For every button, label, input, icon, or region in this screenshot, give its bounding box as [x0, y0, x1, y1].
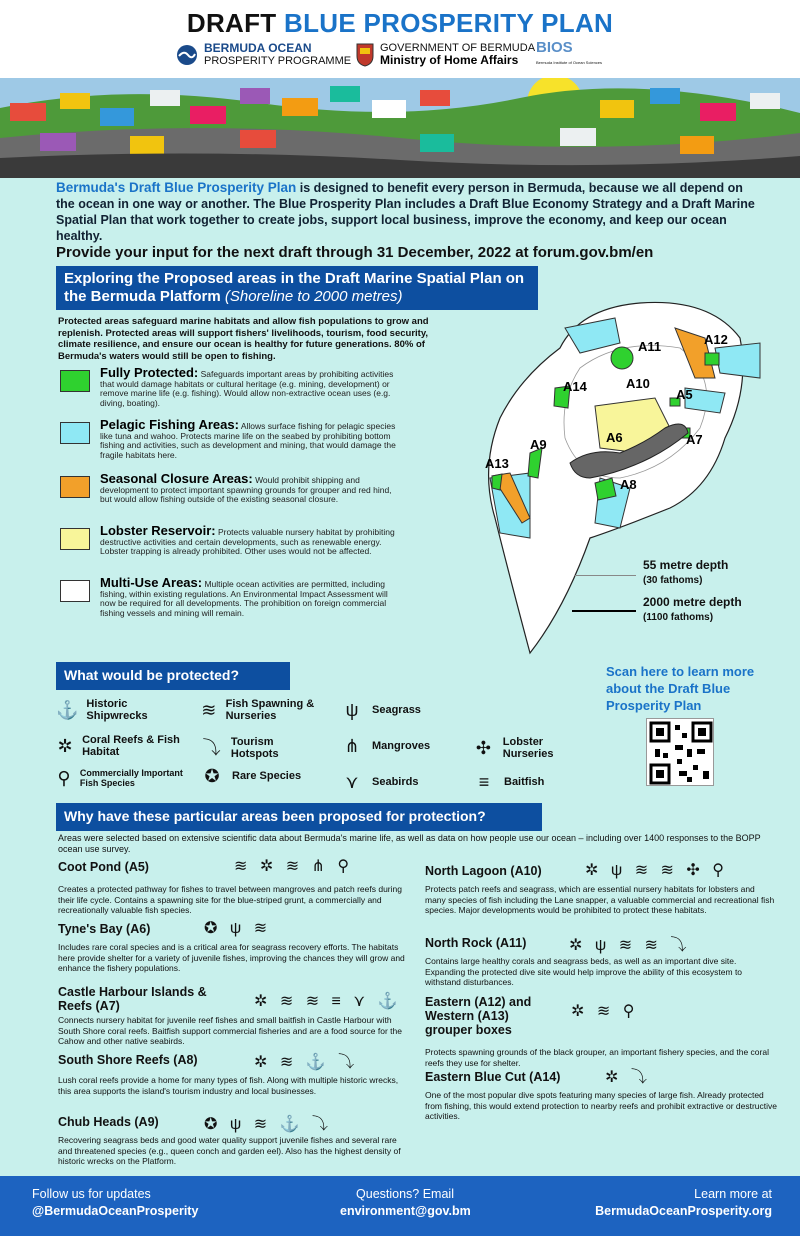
area-icons: ✪ ψ ≋ ⚓ ⤵	[204, 1116, 332, 1133]
map-label: A7	[686, 432, 703, 447]
bird-icon: ⋎	[345, 772, 359, 792]
area-a5: Coot Pond (A5) Creates a protected pathway for fishes to travel between mangroves and patch reefs during their life cycle. Contains a spawning site for the blue-striped grunt, a commercially and recreationally valuable fish species. ≋ ✲ ≋ ⋔ ⚲	[58, 858, 402, 915]
map-label: A9	[530, 437, 547, 452]
qr-caption: Scan here to learn more about the Draft Blue Prosperity Plan	[606, 664, 755, 713]
section-heading-protected: What would be protected?	[56, 662, 290, 690]
map-label: A13	[485, 456, 509, 471]
protected-item: ✲ Coral Reefs & Fish Habitat	[57, 734, 180, 758]
marine-spatial-map	[470, 278, 790, 658]
area-a12-a13: Eastern (A12) and Western (A13) grouper boxes Protects spawning grounds of the black grouper, an important fishery species, and the coral reefs they use for shelter. ✲ ≋ ⚲	[425, 995, 769, 1068]
area-a11: North Rock (A11) Contains large healthy corals and seagrass beds, as well as an important dive site. Expanding the protected dive site would help improve the ability of this ecosystem to withstand disturbances. ✲ ψ ≋ ≋ ⤵	[425, 936, 777, 988]
footer	[0, 1176, 800, 1236]
legend-swatch	[60, 370, 90, 392]
depth-legend-55: 55 metre depth (30 fathoms)	[643, 558, 729, 586]
social-handle-link[interactable]: @BermudaOceanProsperity	[32, 1204, 199, 1218]
why-intro: Areas were selected based on extensive scientific data about Bermuda's marine life, as well as data on how people use our ocean – including over 1400 responses to the BOPP ocean use survey.	[58, 833, 761, 854]
government-logo: GOVERNMENT OF BERMUDA Ministry of Home Affairs	[356, 42, 535, 67]
area-a9: Chub Heads (A9) Recovering seagrass beds and good water quality support juvenile fishes and several rare and threatened species (e.g., queen conch and garden eel). Also has the highest density of historic wrecks on the Platform. ✪ ψ ≋ ⚓ ⤵	[58, 1115, 410, 1167]
area-icons: ✪ ψ ≋	[204, 920, 272, 937]
footer-website: Learn more at BermudaOceanProsperity.org	[595, 1187, 772, 1218]
map-label: A8	[620, 477, 637, 492]
header	[0, 0, 800, 178]
intro-paragraph: Bermuda's Draft Blue Prosperity Plan is designed to benefit every person in Bermuda, because we all depend on the ocean in one way or another. The Blue Prosperity Plan includes a Draft Blue Economy Strategy and a Draft Marine Spatial Plan that work together to create jobs, support local business, improve the economy, and keep our ocean healthy.	[56, 180, 755, 243]
crest-icon	[356, 43, 374, 67]
map-label: A6	[606, 430, 623, 445]
legend-swatch	[60, 528, 90, 550]
area-icons: ✲ ⤵	[605, 1069, 651, 1086]
map-label: A11	[638, 339, 662, 354]
footer-social: Follow us for updates @BermudaOceanProsperity	[32, 1187, 199, 1218]
star-icon: ✪	[204, 766, 220, 786]
legend-pelagic-fishing: Pelagic Fishing Areas: Allows surface fishing for pelagic species like tuna and wahoo. Protects marine life on the seabed by prohibiting bottom fishing and activities, such as development and mining, that would damage the fragile habitats here.	[60, 420, 405, 460]
legend-swatch	[60, 422, 90, 444]
protected-areas-intro: Protected areas safeguard marine habitats and allow fish populations to grow and replenish. Protected areas will support fishers' livelihoods, tourism, food security, climate resilience, and ensure our ocean is healthy for future generations. 80% of Bermuda's waters would still be open to fishing.	[58, 316, 429, 362]
footer-contact: Questions? Email environment@gov.bm	[340, 1187, 471, 1218]
town-illustration	[0, 78, 800, 178]
diver-icon: ⤵	[202, 738, 221, 758]
wave-icon	[176, 44, 198, 66]
map-label: A14	[563, 379, 587, 394]
qr-code[interactable]	[646, 718, 714, 786]
anchor-icon: ⚓	[56, 700, 79, 720]
legend-seasonal-closure: Seasonal Closure Areas: Would prohibit shipping and development to protect important spawning grounds for grouper and red hind, but would allow fishing outside of the existing seasonal closure.	[60, 474, 405, 505]
map-label: A5	[676, 387, 693, 402]
fish-icon: ≋	[201, 700, 217, 720]
email-link[interactable]: environment@gov.bm	[340, 1204, 471, 1218]
page-title: DRAFT BLUE PROSPERITY PLAN	[186, 8, 614, 38]
section-heading-proposed-areas: Exploring the Proposed areas in the Draft Marine Spatial Plan on the Bermuda Platform (Shoreline to 2000 metres)	[56, 266, 538, 310]
lobster-icon: ✣	[475, 738, 491, 758]
legend-swatch	[60, 580, 90, 602]
protected-item: ψ Seagrass	[340, 704, 460, 716]
legend-lobster-reservoir: Lobster Reservoir: Protects valuable nursery habitat by prohibiting destructive activities and certain developments, such as renewable energy. Lobster trapping is already prohibited. Other uses would not be affected.	[60, 526, 405, 557]
area-a7: Castle Harbour Islands & Reefs (A7) Connects nursery habitat for juvenile reef fishes and small baitfish in Castle Harbour with South Shore coral reefs. Baitfish support commercial fisheries and are a food source for the Cahow and other native seabirds. ✲ ≋ ≋ ≡ ⋎ ⚓	[58, 985, 402, 1046]
protected-item: ⤵ Tourism Hotspots	[200, 736, 320, 760]
protected-item: ⋔ Mangroves	[340, 740, 460, 752]
protected-item: ⚓ Historic Shipwrecks	[56, 698, 148, 722]
depth-legend-2000: 2000 metre depth (1100 fathoms)	[643, 595, 742, 623]
map-label: A12	[704, 332, 728, 347]
legend-swatch	[60, 476, 90, 498]
bopp-logo: BERMUDA OCEAN PROSPERITY PROGRAMME	[176, 42, 351, 67]
protected-item: ✪ Rare Species	[200, 770, 320, 782]
protected-item: ⋎ Seabirds	[340, 776, 460, 788]
section-heading-why: Why have these particular areas been proposed for protection?	[56, 803, 542, 831]
baitfish-icon: ≡	[478, 772, 490, 792]
area-a8: South Shore Reefs (A8) Lush coral reefs provide a home for many types of fish. Along with multiple historic wrecks, this area supports the island's tourism industry and local businesses. ✲ ≋ ⚓ ⤵	[58, 1053, 410, 1096]
protected-item: ⚲ Commercially Important Fish Species	[57, 768, 183, 788]
protected-item: ≋ Fish Spawning & Nurseries	[201, 698, 315, 722]
bios-logo: BIOS Bermuda Institute of Ocean Sciences	[536, 39, 603, 65]
area-icons: ✲ ≋ ≋ ≡ ⋎ ⚓	[254, 993, 402, 1010]
protected-item: ✣ Lobster Nurseries	[472, 736, 592, 760]
legend-fully-protected: Fully Protected: Safeguards important areas by prohibiting activities that would damage habitats or cultural heritage (e.g. mining, development) or remove marine life (e.g. fishing). Would allow non-extractive ocean uses (e.g. diving, boating).	[60, 368, 405, 408]
legend-multi-use: Multi-Use Areas: Multiple ocean activities are permitted, including fishing, within existing regulations. An Environmental Impact Assessment will now be required for all developments. The prohibition on foreign commercial fishing vessels and mining will remain.	[60, 578, 405, 618]
protected-item: ≡ Baitfish	[472, 776, 592, 788]
map-label: A10	[626, 376, 650, 391]
area-a6: Tyne's Bay (A6) Includes rare coral species and is a critical area for seagrass recovery efforts. The habitats here provide shelter for a variety of juvenile fishes, improving the chances they will grow and enhance the fishery populations. ✪ ψ ≋	[58, 920, 405, 973]
seagrass-icon: ψ	[345, 700, 359, 720]
area-icons: ✲ ψ ≋ ≋ ✣ ⚲	[585, 862, 728, 879]
depth-line-2000	[572, 610, 636, 612]
area-icons: ✲ ≋ ⚓ ⤵	[254, 1054, 359, 1071]
call-to-action: Provide your input for the next draft through 31 December, 2022 at forum.gov.bm/en	[56, 244, 654, 261]
depth-line-55	[574, 575, 636, 576]
area-a10: North Lagoon (A10) Protects patch reefs and seagrass, which are essential nursery habitats for lobsters and many species of fish including the Lane snapper, a valuable commercial and recreational fish species. Major developments would be prohibited to protect these habitats. ✲ ψ ≋ ≋ ✣ ⚲	[425, 862, 775, 915]
area-icons: ✲ ψ ≋ ≋ ⤵	[569, 937, 691, 954]
area-icons: ✲ ≋ ⚲	[571, 1003, 639, 1020]
website-link[interactable]: BermudaOceanProsperity.org	[595, 1204, 772, 1218]
area-a14: Eastern Blue Cut (A14) One of the most popular dive spots featuring many species of large fish. Already protected from fishing, this would extend protection to nearby reefs and prohibit extractive or destructive activities. ✲ ⤵	[425, 1070, 777, 1122]
fish-hook-icon: ⚲	[57, 768, 71, 788]
coral-icon: ✲	[57, 736, 73, 756]
mangrove-icon: ⋔	[344, 736, 360, 756]
area-icons: ≋ ✲ ≋ ⋔ ⚲	[234, 858, 354, 875]
